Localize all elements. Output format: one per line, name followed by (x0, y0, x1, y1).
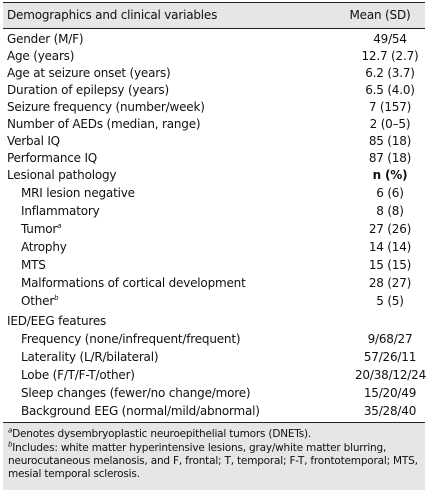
row-value: 87 (18) (368, 150, 412, 165)
section-value-header: n (%) (372, 167, 408, 182)
table-row (3, 366, 425, 383)
row-value: 28 (27) (368, 275, 412, 290)
row-value: 15 (15) (368, 257, 412, 272)
table-row (3, 149, 425, 166)
row-value: 6 (6) (376, 185, 404, 200)
footnote-mark-b: b (54, 293, 59, 302)
row-label-with-footnote (3, 222, 61, 236)
section-label: IED/EEG features (7, 313, 107, 328)
row-value: 15/20/49 (363, 385, 417, 400)
row-label: Background EEG (normal/mild/abnormal) (21, 403, 260, 418)
table-row (3, 64, 425, 81)
table-row (3, 292, 425, 309)
footnote-a-text: Denotes dysembryoplastic neuroepithelial tumors (DNETs). (12, 428, 312, 440)
row-label: Seizure frequency (number/week) (7, 99, 205, 114)
table-row (3, 184, 425, 201)
table-row (3, 202, 425, 219)
footnote-b-text: Includes: white matter hyperintensive lesions, gray/white matter blurring, neurocutaneous melanosis, and F, frontal; T, temporal; F-T, frontotemporal; MTS, mesial temporal sclerosis. (8, 442, 418, 480)
footnote-b (8, 442, 424, 481)
row-value: 35/28/40 (363, 403, 417, 418)
row-label: Lobe (F/T/F-T/other) (21, 367, 135, 382)
section-row-ied-eeg (3, 312, 425, 329)
row-label: Atrophy (21, 239, 67, 254)
table-row (3, 132, 425, 149)
row-label: Age (years) (7, 48, 75, 63)
row-label: Age at seizure onset (years) (7, 65, 171, 80)
table-row (3, 115, 425, 132)
table-row (3, 330, 425, 347)
table-row (3, 81, 425, 98)
table-row (3, 384, 425, 401)
section-row-lesional-pathology (3, 166, 425, 183)
row-label: Frequency (none/infrequent/frequent) (21, 331, 241, 346)
row-value: 85 (18) (368, 133, 412, 148)
section-label: Lesional pathology (7, 167, 117, 182)
row-value: 57/26/11 (363, 349, 417, 364)
header-rule (3, 28, 425, 29)
table-row (3, 348, 425, 365)
table-row (3, 238, 425, 255)
row-label: Other (21, 293, 55, 308)
row-value: 8 (8) (376, 203, 404, 218)
row-value: 49/54 (373, 31, 407, 46)
row-label: Duration of epilepsy (years) (7, 82, 169, 97)
table-row (3, 220, 425, 237)
row-label: Number of AEDs (median, range) (7, 116, 201, 131)
row-label: MRI lesion negative (21, 185, 135, 200)
row-label: Tumor (21, 221, 58, 236)
table-row (3, 47, 425, 64)
row-label: Verbal IQ (7, 133, 60, 148)
table-row (3, 30, 425, 47)
table-row (3, 274, 425, 291)
row-label: Sleep changes (fewer/no change/more) (21, 385, 251, 400)
row-value: 14 (14) (368, 239, 412, 254)
row-value: 5 (5) (376, 293, 404, 308)
row-value: 6.2 (3.7) (365, 65, 415, 80)
row-value: 7 (157) (368, 99, 412, 114)
table-row (3, 98, 425, 115)
header-mean-sd-label: Mean (SD) (349, 7, 411, 22)
row-value: 6.5 (4.0) (365, 82, 415, 97)
table-row (3, 402, 425, 419)
row-value: 27 (26) (368, 221, 412, 236)
row-label: Gender (M/F) (7, 31, 84, 46)
header-variables-label: Demographics and clinical variables (7, 7, 218, 22)
row-label: Inflammatory (21, 203, 100, 218)
footnote-a (8, 428, 424, 441)
row-label: Malformations of cortical development (21, 275, 246, 290)
row-value: 20/38/12/24 (355, 367, 427, 382)
footnote-a-mark: a (8, 426, 13, 435)
row-label: Laterality (L/R/bilateral) (21, 349, 159, 364)
top-rule (3, 2, 425, 3)
row-label: Performance IQ (7, 150, 98, 165)
table-row (3, 256, 425, 273)
footnote-b-mark: b (8, 440, 13, 449)
row-label-with-footnote (3, 294, 58, 308)
row-value: 9/68/27 (367, 331, 413, 346)
footnote-mark-a: a (57, 221, 62, 230)
table-header-row (3, 6, 425, 23)
row-value: 2 (0–5) (369, 116, 411, 131)
row-label: MTS (21, 257, 46, 272)
row-value: 12.7 (2.7) (361, 48, 419, 63)
